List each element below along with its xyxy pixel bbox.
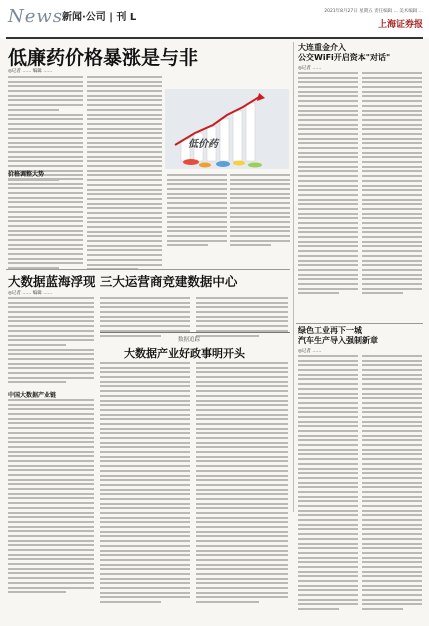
main-column-4 xyxy=(230,174,290,249)
auto-headline: 绿色工业再下一城 汽车生产导入强制新章 xyxy=(298,326,378,345)
main-column-3 xyxy=(167,174,227,249)
main-subhead: 价格调整大势 xyxy=(8,171,45,178)
photo-caption: 低价药 xyxy=(188,139,218,150)
news-logo: News xyxy=(8,6,64,27)
main-byline: ◎记者 …… 编辑 …… xyxy=(8,69,53,74)
pill-chart-photo xyxy=(165,89,289,169)
bigdata-headline: 大数据蓝海浮现 三大运营商竞建数据中心 xyxy=(8,274,238,289)
wifi-headline: 大连重金介入 公交WiFi开启资本"对话" xyxy=(298,43,391,62)
auto-byline: ◎记者 …… xyxy=(298,349,322,354)
section-title: 新闻·公司 | 刊 L xyxy=(62,12,137,23)
main-column-1 xyxy=(8,76,83,184)
bigdata-column-1 xyxy=(8,297,94,386)
pill-chart-illustration xyxy=(165,89,289,169)
panel-column-2 xyxy=(196,362,288,606)
bigdata-subhead: 中国大数据产业链 xyxy=(8,392,57,399)
wifi-column-1 xyxy=(298,72,358,297)
auto-top-rule xyxy=(296,323,423,324)
newspaper-brand: 上海证券报 xyxy=(377,20,423,30)
section-divider xyxy=(6,269,290,270)
auto-column-2 xyxy=(362,355,422,613)
panel-column-1 xyxy=(100,362,190,606)
wifi-column-2 xyxy=(362,72,422,297)
main-column-1b xyxy=(8,178,83,272)
bigdata-byline: ◎记者 …… 编辑 …… xyxy=(8,291,53,296)
panel-top-rule xyxy=(100,332,290,333)
panel-headline: 大数据产业好政事明开头 xyxy=(124,347,245,360)
auto-column-1 xyxy=(298,355,358,613)
wifi-byline: ◎记者 …… xyxy=(298,66,322,71)
column-divider xyxy=(293,42,294,512)
section-banner: 数据追踪 xyxy=(178,337,201,343)
issue-meta: 2021年8月27日 星期五 责任编辑 ... 美术编辑 ... xyxy=(324,9,423,14)
main-column-2 xyxy=(87,76,162,273)
bigdata-column-1b xyxy=(8,399,94,596)
masthead-rule xyxy=(6,37,423,39)
main-headline: 低廉药价格暴涨是与非 xyxy=(8,47,199,69)
